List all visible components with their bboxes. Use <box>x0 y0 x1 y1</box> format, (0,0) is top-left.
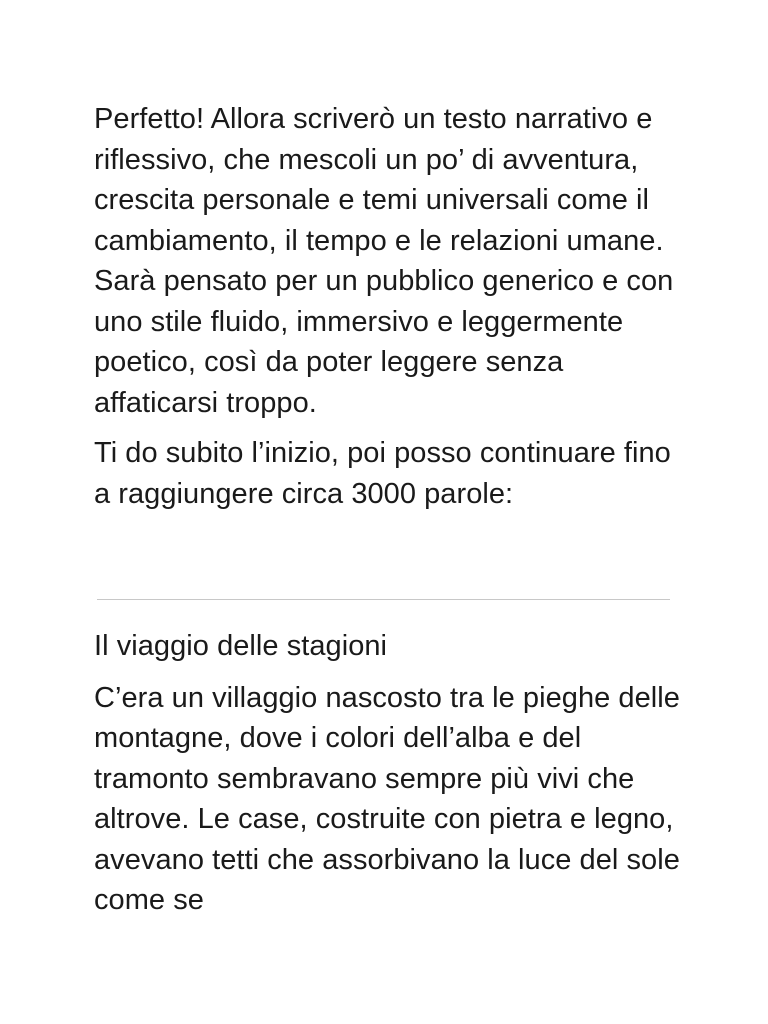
horizontal-divider <box>97 599 670 600</box>
intro-section <box>94 99 684 514</box>
story-paragraph-1: C’era un villaggio nascosto tra le pieghe delle montagne, dove i colori dell’alba e del tramonto sembravano sempre più vivi che altrove. Le case, costruite con pietra e legno, avevano tetti che assorbivano la luce del sole come se <box>94 681 680 916</box>
story-title: Il viaggio delle stagioni <box>94 630 388 662</box>
story-section <box>94 626 684 921</box>
intro-paragraph-1: Perfetto! Allora scriverò un testo narrativo e riflessivo, che mescoli un po’ di avventura, crescita personale e temi universali come il cambiamento, il tempo e le relazioni umane. Sarà pensato per un pubblico generico e con uno stile fluido, immersivo e leggermente poetico, così da poter leggere senza affaticarsi troppo. <box>94 103 674 419</box>
intro-paragraph-2: Ti do subito l’inizio, poi posso continuare fino a raggiungere circa 3000 parole: <box>94 437 671 510</box>
